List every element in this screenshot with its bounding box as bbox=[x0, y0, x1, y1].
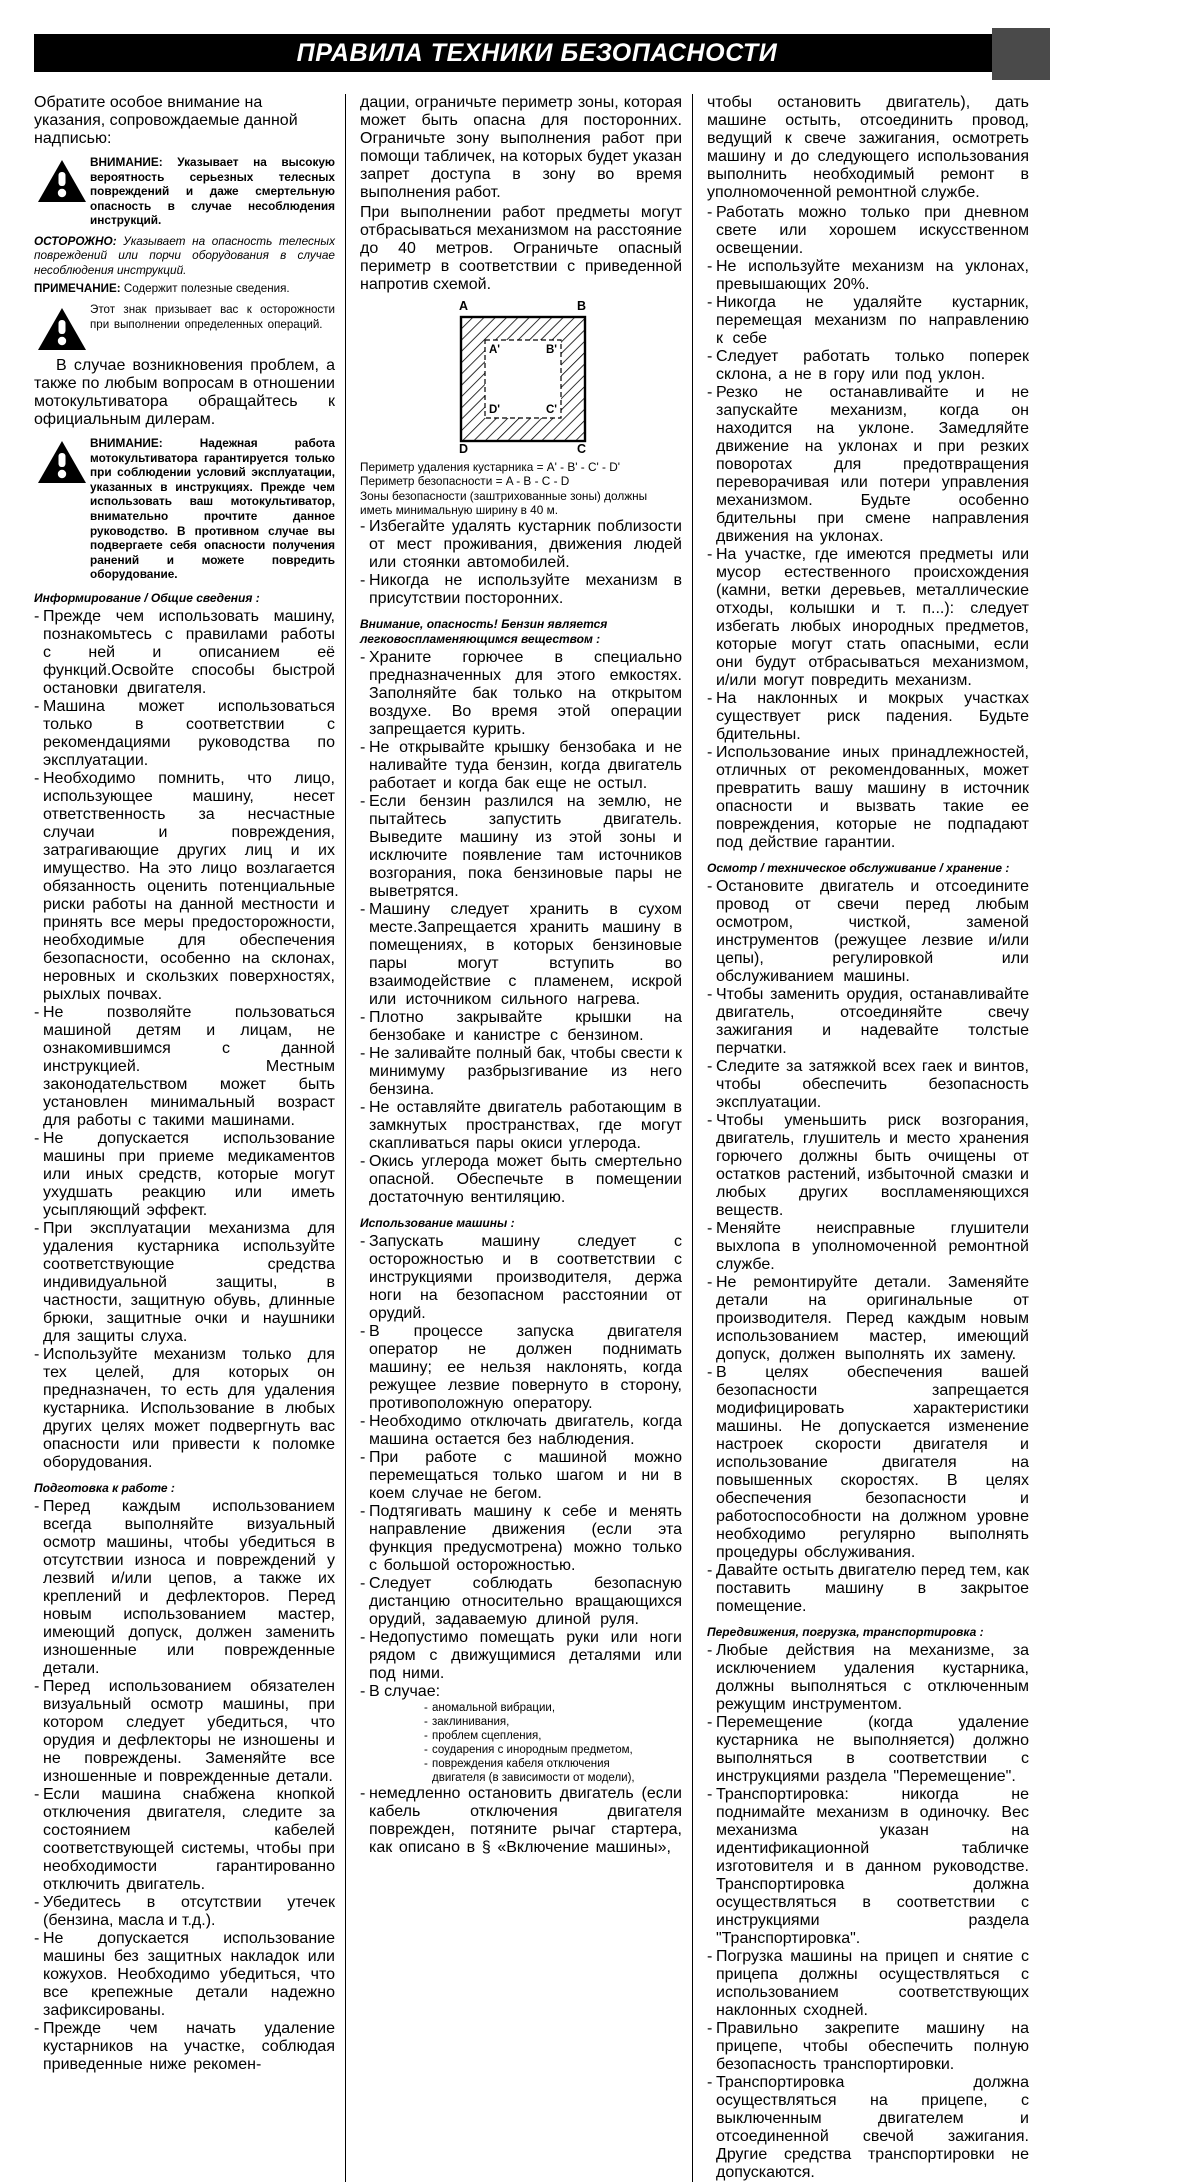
bullet-dash: - bbox=[360, 900, 366, 918]
section-heading-preparation: Подготовка к работе : bbox=[34, 1481, 175, 1495]
bullet-dash: - bbox=[424, 1757, 428, 1770]
bullet-dash: - bbox=[707, 546, 713, 563]
list-item-text: Не позволяйте пользоваться машиной детям и лицам, не ознакомившимся с данной инструкцией. Местным законодательством может быть установлен минимальный возраст для работы с такими машинами. bbox=[43, 1004, 335, 1129]
bullet-dash: - bbox=[360, 648, 366, 666]
bullet-dash: - bbox=[360, 1628, 366, 1646]
bullet-dash: - bbox=[360, 1784, 366, 1802]
list-item bbox=[360, 1323, 682, 1413]
list-item bbox=[707, 1642, 1029, 1714]
bullet-dash: - bbox=[34, 1894, 40, 1911]
continued-text-top: чтобы остановить двигатель), дать машине остыть, отсоединить провод, ведущий к свече зажигания, осмотреть машину и до следующего использования выполнить необходимый ремонт в уполномоченной ремонтной службе. bbox=[707, 94, 1029, 201]
page-header-bar bbox=[34, 34, 1040, 72]
list-item-text: Не допускается использование машины без защитных накладок или кожухов. Необходимо убедиться, что все крепежные детали надежно зафиксированы. bbox=[43, 1930, 335, 2019]
list-item-text: Если бензин разлился на землю, не пытайтесь запустить двигатель. Выведите машину из этой зоны и исключите появление там источников возгорания, пока бензиновые пары не выветрятся. bbox=[369, 792, 682, 900]
list-item-text: Работать можно только при дневном свете или хорошем искусственном освещении. bbox=[716, 204, 1029, 257]
bullet-dash: - bbox=[707, 690, 713, 707]
bullet-dash: - bbox=[707, 986, 713, 1003]
warning-text-1: ВНИМАНИЕ: Указывает на высокую вероятность серьезных телесных повреждений и даже смертельную опасность в случае несоблюдения инструкций. bbox=[90, 155, 335, 228]
list-item bbox=[360, 1153, 682, 1207]
sub-list-item-text: двигателя (в зависимости от модели), bbox=[432, 1771, 635, 1784]
list-item-text: При эксплуатации механизма для удаления кустарника используйте соответствующие средства индивидуальной защиты, в частности, защитную обувь, длинные брюки, защитные очки и наушники для защиты слуха. bbox=[43, 1220, 335, 1345]
diagram-label-c: C bbox=[577, 442, 587, 456]
bullet-dash: - bbox=[360, 1412, 366, 1430]
list-item bbox=[34, 770, 335, 1004]
list-item-text: Храните горючее в специально предназначенных для этого емкостях. Заполняйте бак только на открытом воздухе. Во время этой операции запрещается курить. bbox=[369, 648, 682, 738]
bullet-dash: - bbox=[34, 1678, 40, 1695]
list-item-text: На наклонных и мокрых участках существует риск падения. Будьте бдительны. bbox=[716, 690, 1029, 743]
list-item bbox=[360, 1045, 682, 1099]
list-item bbox=[707, 2020, 1029, 2074]
list-item bbox=[707, 1058, 1029, 1112]
list-item bbox=[707, 2074, 1029, 2182]
list-item bbox=[34, 608, 335, 698]
list-item-text: Использование иных принадлежностей, отличных от рекомендованных, может превратить вашу машину в источник опасности и вызвать такие ее повреждения, которые не подпадают под действие гарантии. bbox=[716, 744, 1029, 851]
list-item-text: Никогда не используйте механизм в присутствии посторонних. bbox=[369, 571, 682, 607]
list-item bbox=[34, 1894, 335, 1930]
sub-list-item bbox=[360, 1701, 682, 1715]
list-item bbox=[360, 1413, 682, 1449]
list-item bbox=[707, 1220, 1029, 1274]
list-item-text: Необходимо отключать двигатель, когда машина остается без наблюдения. bbox=[369, 1412, 682, 1448]
section-heading-fuel-danger: Внимание, опасность! Бензин является легковоспламеняющимся веществом : bbox=[360, 616, 608, 646]
perimeter-definitions bbox=[360, 460, 682, 518]
column-three bbox=[692, 94, 1039, 2182]
list-item-text: Прежде чем использовать машину, познакомьтесь с правилами работы с ней и описанием её функций.Освойте способы быстрой остановки двигателя. bbox=[43, 608, 335, 697]
diagram-label-b: B bbox=[577, 299, 587, 313]
list-item bbox=[707, 348, 1029, 384]
warning-triangle-icon bbox=[34, 436, 90, 484]
list-item bbox=[360, 1785, 682, 1857]
list-item-text: Убедитесь в отсутствии утечек (бензина, масла и т.д.). bbox=[43, 1894, 335, 1929]
lead-keyword: ПРИМЕЧАНИЕ: bbox=[34, 281, 121, 295]
list-item-text: Правильно закрепите машину на прицепе, чтобы обеспечить полную безопасность транспортировки. bbox=[716, 2020, 1029, 2073]
section-heading-machine-use: Использование машины : bbox=[360, 1215, 515, 1230]
bullet-dash: - bbox=[34, 608, 40, 625]
list-item-text: При работе с машиной можно перемещаться только шагом и ни в коем случае не бегом. bbox=[369, 1448, 682, 1502]
bullet-dash: - bbox=[707, 204, 713, 221]
bullet-dash: - bbox=[34, 1220, 40, 1237]
bullet-dash: - bbox=[424, 1729, 428, 1742]
column-one bbox=[34, 94, 345, 2182]
bullet-dash: - bbox=[360, 1502, 366, 1520]
list-item bbox=[360, 572, 682, 608]
list-item bbox=[360, 1503, 682, 1575]
list-item-text: Любые действия на механизме, за исключением удаления кустарника, должны выполняться с отключенным режущим инструментом. bbox=[716, 1642, 1029, 1713]
bullet-dash: - bbox=[34, 1930, 40, 1947]
list-item bbox=[707, 1714, 1029, 1786]
bullet-dash: - bbox=[360, 1232, 366, 1250]
list-item bbox=[360, 1449, 682, 1503]
list-item-text: Машина может использоваться только в соответствии с рекомендациями руководства по эксплуатации. bbox=[43, 698, 335, 769]
continued-text-top-2: При выполнении работ предметы могут отбрасываться механизмом на расстояние до 40 метров. Ограничьте опасный периметр в соответствии с приведенной напротив схемой. bbox=[360, 204, 682, 293]
bullet-dash: - bbox=[707, 348, 713, 365]
list-item bbox=[707, 1112, 1029, 1220]
list-item bbox=[34, 1220, 335, 1346]
list-item-text: В процессе запуска двигателя оператор не должен поднимать машину; ее нельзя наклонять, когда режущее лезвие повернуто в сторону, противоположную оператору. bbox=[369, 1322, 682, 1412]
bullet-dash: - bbox=[707, 1112, 713, 1129]
bullet-dash: - bbox=[707, 1058, 713, 1075]
bullet-dash: - bbox=[34, 698, 40, 715]
sub-list-item-text: заклинивания, bbox=[432, 1715, 510, 1728]
bullet-dash: - bbox=[707, 1948, 713, 1965]
list-item-text: Не заливайте полный бак, чтобы свести к минимуму разбрызгивание из него бензина. bbox=[369, 1044, 682, 1098]
bullet-dash: - bbox=[360, 1322, 366, 1340]
bullet-dash: - bbox=[34, 770, 40, 787]
warning-triangle-svg bbox=[37, 159, 87, 203]
bullet-dash: - bbox=[360, 571, 366, 589]
bullet-dash: - bbox=[707, 2074, 713, 2091]
bullet-dash: - bbox=[360, 1574, 366, 1592]
note-text: ПРИМЕЧАНИЕ: Содержит полезные сведения. bbox=[34, 281, 290, 295]
list-item bbox=[360, 793, 682, 901]
list-item-text: На участке, где имеются предметы или мусор естественного происхождения (камни, ветки деревьев, металлические отходы, колышки и т. п...): следует избегать любых инородных предметов, которые могут стать опасными, если они будут отбрасываться механизмом, и/или могут повредить механизм. bbox=[716, 546, 1029, 689]
list-item-text: Не ремонтируйте детали. Заменяйте детали на оригинальные от производителя. Перед каждым новым использованием мастер, имеющий допуск, должен выполнять их замену. bbox=[716, 1274, 1029, 1363]
list-item bbox=[360, 739, 682, 793]
diagram-label-c-prime: C' bbox=[546, 404, 558, 416]
bullet-dash: - bbox=[424, 1715, 428, 1728]
bullet-dash: - bbox=[34, 1498, 40, 1515]
bullet-dash: - bbox=[707, 258, 713, 275]
list-item bbox=[360, 1683, 682, 1701]
bullet-dash: - bbox=[707, 1562, 713, 1579]
list-item bbox=[707, 384, 1029, 546]
diagram-canvas bbox=[433, 300, 609, 458]
list-item-text: Давайте остыть двигателю перед тем, как поставить машину в закрытое помещение. bbox=[716, 1562, 1029, 1615]
warning-triangle-icon bbox=[34, 303, 90, 351]
list-item-text: Не используйте механизм на уклонах, превышающих 20%. bbox=[716, 258, 1029, 293]
list-item-text: Запускать машину следует с осторожностью и в соответствии с инструкциями производителя, держа ноги на безопасном расстоянии от орудий. bbox=[369, 1232, 682, 1322]
perimeter-line: Периметр безопасности = A - B - C - D bbox=[360, 474, 570, 489]
bullet-dash: - bbox=[34, 1786, 40, 1803]
list-item bbox=[360, 1575, 682, 1629]
bullet-dash: - bbox=[360, 792, 366, 810]
list-item-text: Резко не останавливайте и не запускайте механизм, когда он находится на уклоне. Замедляйте движение на уклонах и при резких поворотах для предотвращения переворачивая или потери управления механизмом. Будьте особенно бдительны при смене направления движения на уклонах. bbox=[716, 384, 1029, 545]
lead-keyword: ОСТОРОЖНО: bbox=[34, 233, 117, 248]
bullet-dash: - bbox=[707, 1714, 713, 1731]
bullet-dash: - bbox=[707, 1220, 713, 1237]
list-item bbox=[707, 294, 1029, 348]
list-item-text: Чтобы заменить орудия, останавливайте двигатель, отсоединяйте свечу зажигания и надевайте толстые перчатки. bbox=[716, 986, 1029, 1057]
list-item bbox=[360, 1629, 682, 1683]
bullet-dash: - bbox=[707, 294, 713, 311]
list-item-text: Перед использованием обязателен визуальный осмотр машины, при котором следует убедиться, что орудия и дефлекторы не изношены и не повреждены. Заменяйте все изношенные и поврежденные детали. bbox=[43, 1678, 335, 1785]
list-item-text: Не оставляйте двигатель работающим в замкнутых пространствах, где могут скапливаться пары окиси углерода. bbox=[369, 1098, 682, 1152]
list-item-text: Не допускается использование машины при приеме медикаментов или иных средств, которые могут ухудшать реакцию или иметь усыпляющий эффект. bbox=[43, 1130, 335, 1219]
list-item-text: Если машина снабжена кнопкой отключения двигателя, следите за состоянием кабелей соответствующей системы, чтобы при необходимости гарантированно отключить двигатель. bbox=[43, 1786, 335, 1893]
list-item-text: Перемещение (когда удаление кустарника не выполняется) должно выполняться в соответствии с инструкциями раздела "Перемещение". bbox=[716, 1714, 1029, 1785]
list-item-text: Прежде чем начать удаление кустарников на участке, соблюдая приведенные ниже рекомен- bbox=[43, 2020, 335, 2073]
bullet-dash: - bbox=[707, 1274, 713, 1291]
warning-triangle-svg bbox=[37, 307, 87, 351]
bullet-dash: - bbox=[424, 1701, 428, 1714]
list-item-text: Следует работать только поперек склона, а не в гору или под уклон. bbox=[716, 348, 1029, 383]
list-item-text: Не открывайте крышку бензобака и не наливайте туда бензин, когда двигатель работает и когда бак еще не остыл. bbox=[369, 738, 682, 792]
list-item-text: В целях обеспечения вашей безопасности запрещается модифицировать характеристики машины. Не допускается изменение настроек скорости двигателя и использование двигателя на повышенных скоростях. В целях обеспечения безопасности и работоспособности на должном уровне необходимо регулярно выполнять процедуры обслуживания. bbox=[716, 1364, 1029, 1561]
list-item bbox=[707, 204, 1029, 258]
dealer-text: В случае возникновения проблем, а также по любым вопросам в отношении мотокультиватора обращайтесь к официальным дилерам. bbox=[34, 357, 335, 429]
warning-block-1 bbox=[34, 155, 335, 228]
bullet-dash: - bbox=[707, 1364, 713, 1381]
list-item bbox=[360, 1233, 682, 1323]
list-item-text: Погрузка машины на прицеп и снятие с прицепа должны осуществляться с использованием соответствующих наклонных сходней. bbox=[716, 1948, 1029, 2019]
warning-text-3: ВНИМАНИЕ: Надежная работа мотокультиватора гарантируется только при соблюдении условий эксплуатации, указанных в инструкциях. Прежде чем использовать ваш мотокультиватор, внимательно прочтите данное руководство. В противном случае вы подвергаете себя опасности получения ранений и можете повредить оборудование. bbox=[90, 436, 335, 582]
column-two bbox=[345, 94, 692, 2182]
list-item bbox=[707, 1786, 1029, 1948]
list-item-text: Избегайте удалять кустарник поблизости от мест проживания, движения людей или стоянки автомобилей. bbox=[369, 517, 682, 571]
sub-list-item-text: проблем сцепления, bbox=[432, 1729, 542, 1742]
list-item bbox=[707, 1274, 1029, 1364]
bullet-dash: - bbox=[360, 517, 366, 535]
sub-list-item bbox=[360, 1715, 682, 1729]
list-item-text: Недопустимо помещать руки или ноги рядом с движущимися деталями или под ними. bbox=[369, 1628, 682, 1682]
section-heading-transport: Передвижения, погрузка, транспортировка : bbox=[707, 1625, 984, 1639]
list-item bbox=[360, 1099, 682, 1153]
list-item-text: Необходимо помнить, что лицо, использующее машину, несет ответственность за несчастные случаи и повреждения, затрагивающие других лиц и их имущество. На это лицо возлагается обязанность оценить потенциальные риски работы на данной местности и принять все меры предосторожности, необходимые для обеспечения безопасности, особенно на склонах, неровных и скользких поверхностях, рыхлых почвах. bbox=[43, 770, 335, 1003]
list-item bbox=[34, 2020, 335, 2074]
list-item bbox=[707, 986, 1029, 1058]
bullet-dash: - bbox=[34, 1346, 40, 1363]
bullet-dash: - bbox=[360, 1044, 366, 1062]
list-item-text: Транспортировка должна осуществляться на прицепе, с выключенным двигателем и отсоединенной свечой зажигания. Другие средства транспортировки не допускаются. bbox=[716, 2074, 1029, 2181]
list-item-text: В случае: bbox=[369, 1682, 441, 1700]
diagram-svg bbox=[433, 300, 609, 458]
list-item-text: Машину следует хранить в сухом месте.Запрещается хранить машину в помещениях, в которых бензиновые пары могут вступить во взаимодействие с пламенем, искрой или источником сильного нагрева. bbox=[369, 900, 682, 1008]
intro-text: Обратите особое внимание на указания, сопровождаемые данной надписью: bbox=[34, 94, 298, 147]
list-item bbox=[707, 878, 1029, 986]
diagram-label-d-prime: D' bbox=[489, 404, 501, 416]
bullet-dash: - bbox=[34, 2020, 40, 2037]
warning-text-2: Этот знак призывает вас к осторожности при выполнении определенных операций. bbox=[90, 303, 335, 331]
bullet-dash: - bbox=[707, 878, 713, 895]
list-item-text: Плотно закрывайте крышки на бензобаке и канистре с бензином. bbox=[369, 1008, 682, 1044]
bullet-dash: - bbox=[707, 2020, 713, 2037]
list-item bbox=[34, 1004, 335, 1130]
bullet-dash: - bbox=[34, 1004, 40, 1021]
list-item bbox=[34, 1930, 335, 2020]
list-item bbox=[360, 649, 682, 739]
list-item bbox=[34, 1786, 335, 1894]
list-item-text: Следите за затяжкой всех гаек и винтов, чтобы обеспечить безопасность эксплуатации. bbox=[716, 1058, 1029, 1111]
warning-triangle-icon bbox=[34, 155, 90, 203]
diagram-label-a: A bbox=[459, 299, 469, 313]
diagram-label-b-prime: B' bbox=[546, 344, 558, 356]
continued-text-top: дации, ограничьте периметр зоны, которая может быть опасна для посторонних. Ограничьте зону выполнения работ при помощи табличек, на которых будет указан запрет доступа в зону во время выполнения работ. bbox=[360, 94, 682, 201]
list-item bbox=[360, 518, 682, 572]
list-item bbox=[360, 1009, 682, 1045]
bullet-dash: - bbox=[360, 1448, 366, 1466]
bullet-dash: - bbox=[360, 1008, 366, 1026]
sub-list-item-text: повреждения кабеля отключения bbox=[432, 1757, 610, 1770]
bullet-dash: - bbox=[707, 744, 713, 761]
list-item-text: Перед каждым использованием всегда выполняйте визуальный осмотр машины, чтобы убедиться в отсутствии износа и повреждений у лезвий и/или цепов, а также их креплений и дефлекторов. Перед новым использованием мастер, имеющий допуск, должен заменить изношенные или поврежденные детали. bbox=[43, 1498, 335, 1677]
list-item-text: Окись углерода может быть смертельно опасной. Обеспечьте в помещении достаточную вентиляцию. bbox=[369, 1152, 682, 1206]
list-item-text: Чтобы уменьшить риск возгорания, двигатель, глушитель и место хранения горючего должны быть очищены от остатков растений, избыточной смазки и любых других воспламеняющихся веществ. bbox=[716, 1112, 1029, 1219]
list-item bbox=[707, 1562, 1029, 1616]
warning-block-2 bbox=[34, 303, 335, 351]
perimeter-line: Периметр удаления кустарника = A' - B' - C' - D' bbox=[360, 460, 620, 474]
safety-zone-diagram bbox=[360, 300, 682, 458]
caution-text: ОСТОРОЖНО: Указывает на опасность телесных повреждений или порчи оборудования в случае несоблюдения инструкций. bbox=[34, 233, 335, 277]
page-corner-marker bbox=[992, 28, 1050, 80]
list-item bbox=[707, 744, 1029, 852]
bullet-dash: - bbox=[34, 1130, 40, 1147]
sub-list-item-text: аномальной вибрации, bbox=[432, 1701, 556, 1714]
list-item-text: Следует соблюдать безопасную дистанцию относительно вращающихся орудий, задаваемую длиной руля. bbox=[369, 1574, 682, 1628]
sub-list-item bbox=[360, 1729, 682, 1743]
list-item-text: Никогда не удаляйте кустарник, перемещая механизм по направлению к себе bbox=[716, 294, 1029, 347]
three-column-body bbox=[34, 94, 1040, 2182]
sub-list-item bbox=[360, 1743, 682, 1757]
list-item bbox=[34, 698, 335, 770]
list-item bbox=[707, 258, 1029, 294]
page-title: ПРАВИЛА ТЕХНИКИ БЕЗОПАСНОСТИ bbox=[296, 38, 778, 67]
list-item-text: немедленно остановить двигатель (если кабель отключения двигателя поврежден, потяните рычаг стартера, как описано в § «Включение машины», bbox=[369, 1784, 682, 1856]
bullet-dash: - bbox=[360, 1682, 366, 1700]
sub-list-item bbox=[360, 1757, 682, 1771]
diagram-label-d: D bbox=[459, 442, 469, 456]
list-item bbox=[34, 1498, 335, 1678]
list-item bbox=[707, 1948, 1029, 2020]
bullet-dash: - bbox=[360, 738, 366, 756]
list-item bbox=[707, 690, 1029, 744]
bullet-dash: - bbox=[707, 1642, 713, 1659]
list-item bbox=[707, 546, 1029, 690]
list-item bbox=[34, 1130, 335, 1220]
list-item-text: Меняйте неисправные глушители выхлопа в уполномоченной ремонтной службе. bbox=[716, 1220, 1029, 1273]
list-item-text: Остановите двигатель и отсоедините провод от свечи перед любым осмотром, чисткой, заменой инструментов (режущее лезвие и/или цепы), регулировкой или обслуживанием машины. bbox=[716, 878, 1029, 985]
list-item-text: Используйте механизм только для тех целей, для которых он предназначен, то есть для удаления кустарника. Использование в любых других целях может подвергнуть вас опасности или привести к поломке оборудования. bbox=[43, 1346, 335, 1471]
section-heading-information: Информирование / Общие сведения : bbox=[34, 591, 260, 605]
bullet-dash: - bbox=[360, 1152, 366, 1170]
list-item bbox=[34, 1346, 335, 1472]
warning-triangle-svg bbox=[37, 440, 87, 484]
warning-block-3 bbox=[34, 436, 335, 582]
sub-list-item-text: соударения с инородным предметом, bbox=[432, 1743, 633, 1756]
sub-list-item bbox=[360, 1771, 682, 1785]
section-heading-maintenance: Осмотр / техническое обслуживание / хранение : bbox=[707, 861, 1010, 875]
bullet-dash: - bbox=[707, 384, 713, 401]
bullet-dash: - bbox=[424, 1743, 428, 1756]
list-item-text: Подтягивать машину к себе и менять направление движения (если эта функция предусмотрена) можно только с большой осторожностью. bbox=[369, 1502, 682, 1574]
bullet-dash: - bbox=[707, 1786, 713, 1803]
diagram-label-a-prime: A' bbox=[489, 344, 501, 356]
list-item bbox=[34, 1678, 335, 1786]
perimeter-line: Зоны безопасности (заштрихованные зоны) должны иметь минимальную ширину в 40 м. bbox=[360, 488, 648, 518]
list-item-text: Транспортировка: никогда не поднимайте механизм в одиночку. Вес механизма указан на идентификационной табличке изготовителя и в данном руководстве. Транспортировка должна осуществляться в соответствии с инструкциями раздела "Транспортировка". bbox=[716, 1786, 1029, 1947]
bullet-dash: - bbox=[360, 1098, 366, 1116]
list-item bbox=[707, 1364, 1029, 1562]
list-item bbox=[360, 901, 682, 1009]
